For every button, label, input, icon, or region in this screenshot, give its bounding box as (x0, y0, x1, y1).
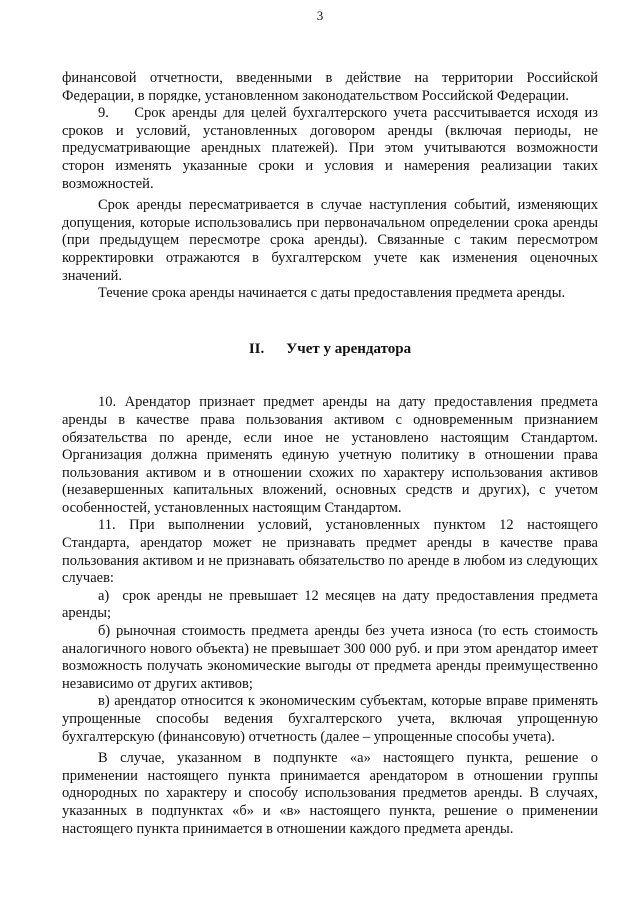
paragraph-11-a: а) срок аренды не превышает 12 месяцев на дату предоставления предмета аренды; (62, 587, 598, 622)
paragraph-11-decision: В случае, указанном в подпункте «а» настоящего пункта, решение о применении настоящего пункта принимается арендатором в отношении группы однородных по характеру и способу использования предметов аренды. В случаях, указанных в подпунктах «б» и «в» настоящего пункта, решение о применении настоящего пункта принимается в отношении каждого предмета аренды. (62, 750, 598, 837)
paragraph-continuation: финансовой отчетности, введенными в действие на территории Российской Федерации, в порядке, установленном законодательством Российской Федерации. (62, 70, 598, 104)
paragraph-11-b: б) рыночная стоимость предмета аренды без учета износа (то есть стоимость аналогичного нового объекта) не превышает 300 000 руб. и при этом арендатор имеет возможность получать экономические выгоды от предмета аренды преимущественно независимо от других активов; (62, 623, 598, 692)
paragraph-9-start: Течение срока аренды начинается с даты предоставления предмета аренды. (98, 285, 566, 302)
paragraph-9: 9. Срок аренды для целей бухгалтерского учета рассчитывается исходя из сроков и условий, установленных договором аренды (включая периоды, не предусматривающие арендных платежей). При этом учитываются возможности сторон изменять указанные сроки и условия и намерения реализации таких возможностей. (62, 105, 598, 192)
paragraph-11-c: в) арендатор относится к экономическим субъектам, которые вправе применять упрощенные способы ведения бухгалтерского учета, включая упрощенную бухгалтерскую (финансовую) отчетность (далее – упрощенные способы учета). (62, 693, 598, 745)
section-title: Учет у арендатора (286, 340, 412, 357)
paragraph-10: 10. Арендатор признает предмет аренды на дату предоставления предмета аренды в качестве права пользования активом с одновременным признанием обязательства по аренде, если иное не установлено настоящим Стандартом. Организация должна применять единую учетную политику в отношении права пользования активом и в отношении схожих по характеру использования активов (незавершенных капитальных вложений, основных средств и других), с учетом особенностей, установленных настоящим Стандартом. (62, 394, 598, 516)
section-heading (62, 341, 598, 359)
paragraph-9-review: Срок аренды пересматривается в случае наступления событий, изменяющих допущения, которые использовались при первоначальном определении срока аренды (при предыдущем пересмотре срока аренды). Связанные с таким пересмотром корректировки отражаются в бухгалтерском учете как изменения оценочных значений. (62, 197, 598, 284)
section-number: II. (248, 340, 265, 357)
document-body (62, 70, 598, 838)
page-number: 3 (316, 8, 324, 23)
paragraph-11: 11. При выполнении условий, установленных пунктом 12 настоящего Стандарта, арендатор может не признавать предмет аренды в качестве права пользования активом и не признавать обязательство по аренде в любом из следующих случаев: (62, 517, 598, 587)
